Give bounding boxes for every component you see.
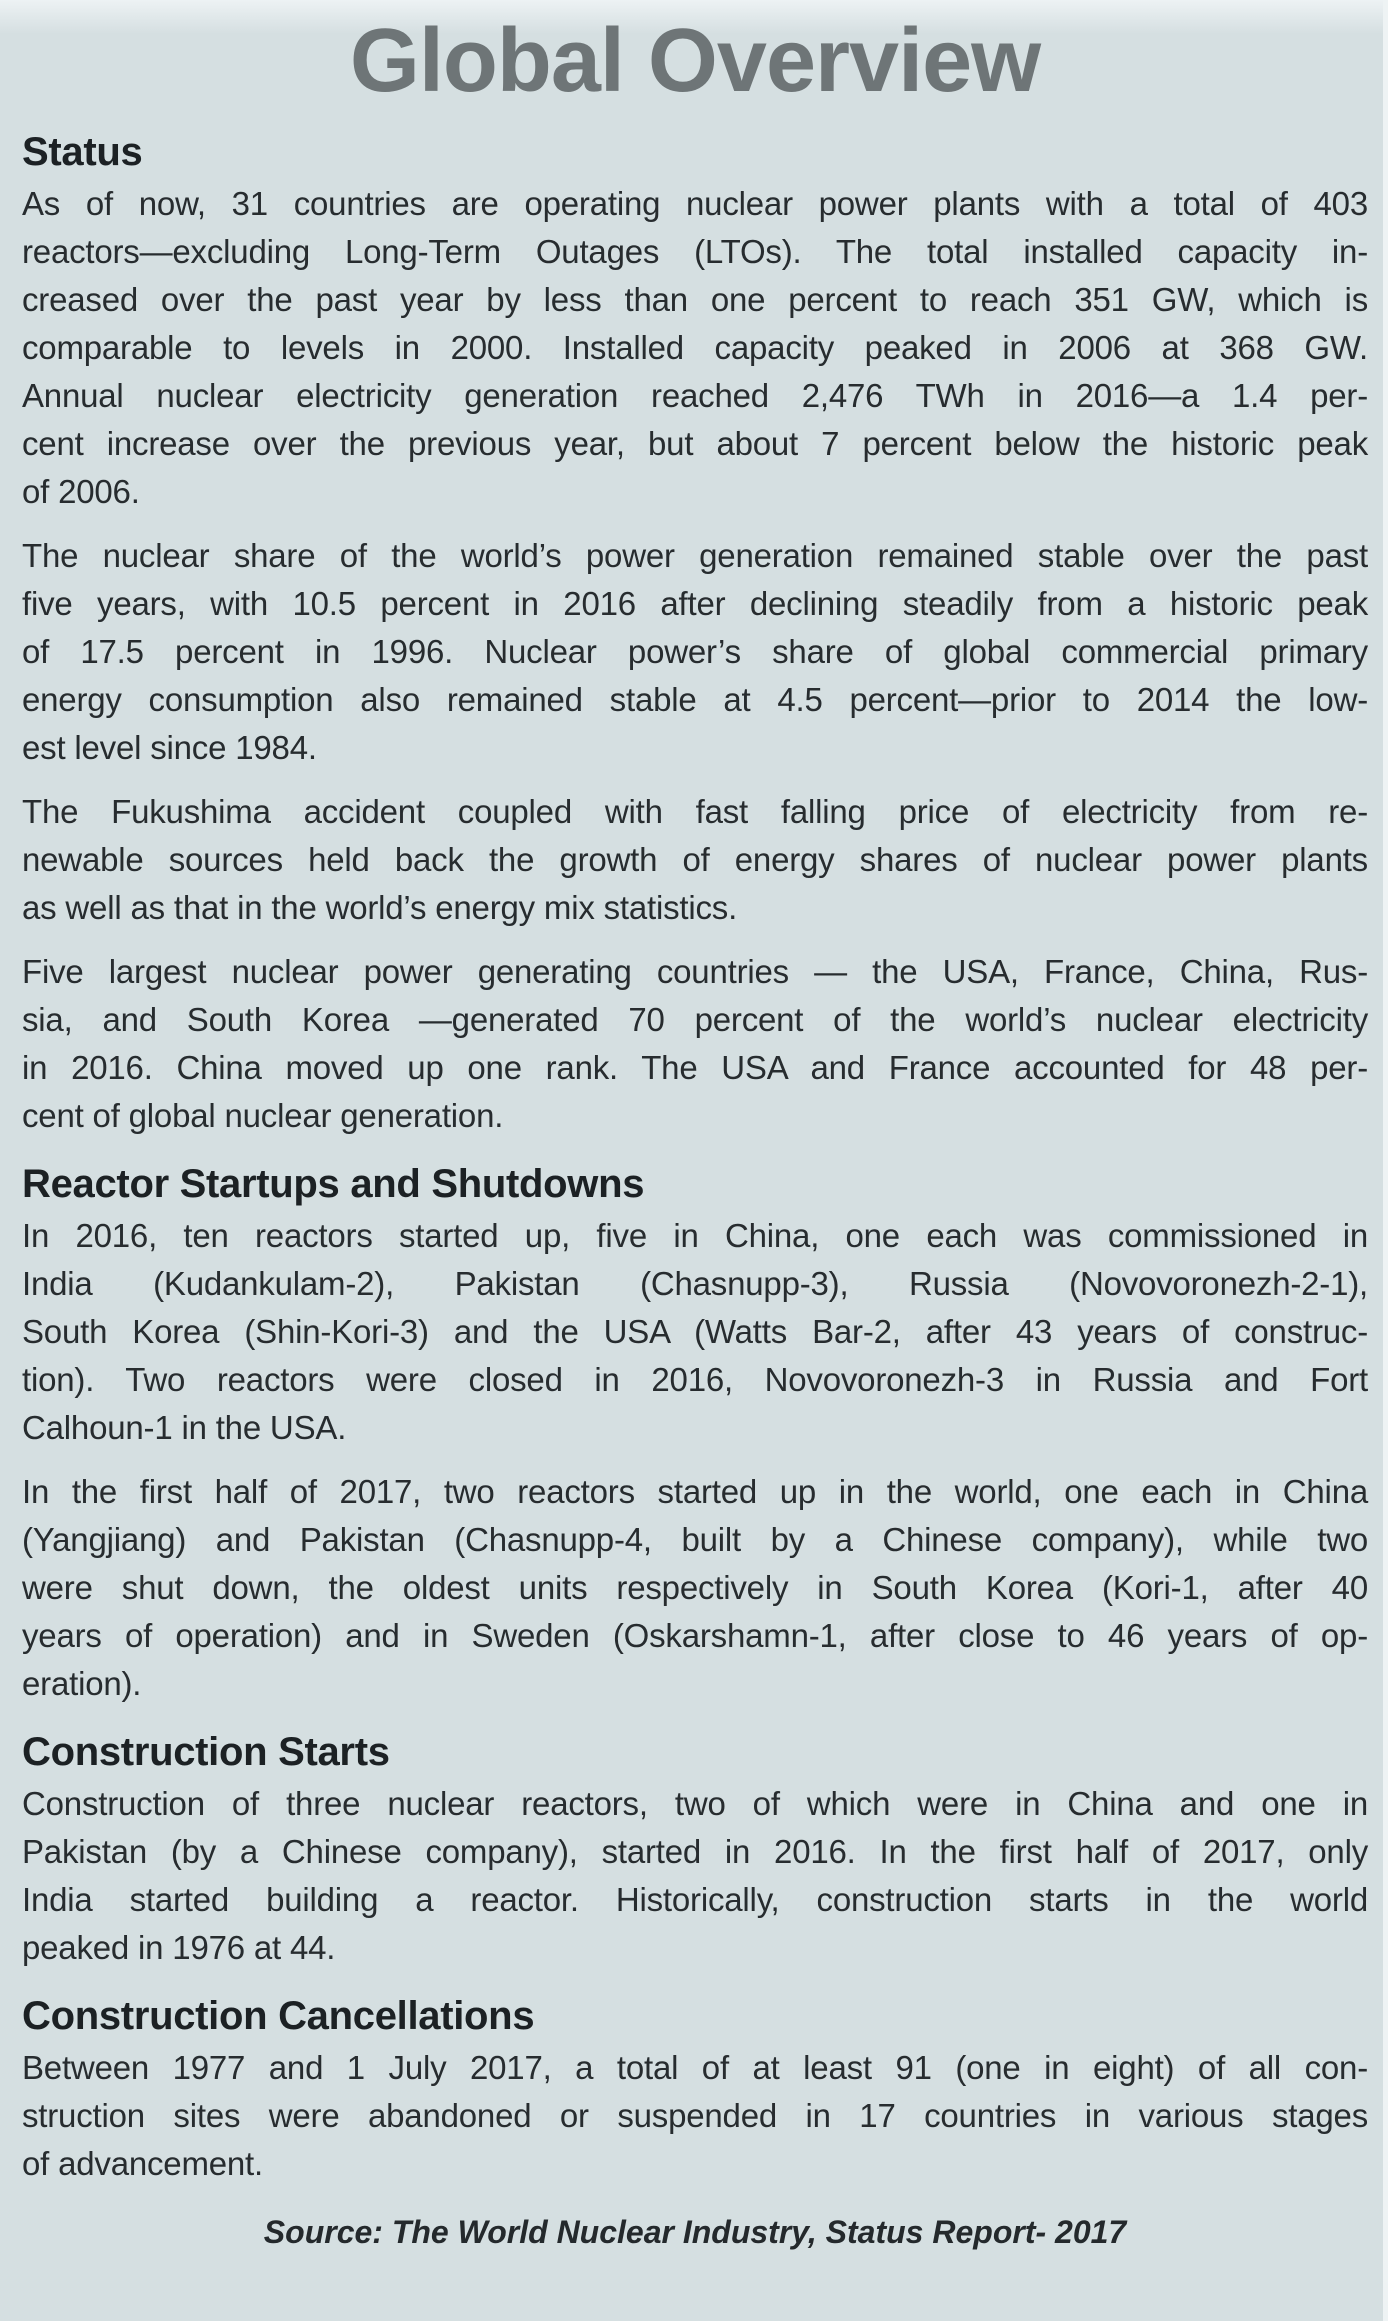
- text-line: energy consumption also remained stable at 4.5 percent—prior to 2014 the low-: [22, 681, 1368, 718]
- section-heading-construction-cancellations: Construction Cancellations: [22, 1994, 535, 2038]
- text-line: as well as that in the world’s energy mix statistics.: [22, 889, 738, 926]
- text-line: Between 1977 and 1 July 2017, a total of at least 91 (one in eight) of all con-: [22, 2049, 1368, 2086]
- text-line: peaked in 1976 at 44.: [22, 1929, 336, 1966]
- text-line: Construction of three nuclear reactors, two of which were in China and one in: [22, 1785, 1368, 1822]
- text-line: As of now, 31 countries are operating nuclear power plants with a total of 403: [22, 185, 1368, 222]
- section-construction-starts: [22, 1728, 1368, 1972]
- paragraph: [22, 788, 1368, 932]
- text-line: tion). Two reactors were closed in 2016, Novovoronezh-3 in Russia and Fort: [22, 1361, 1368, 1398]
- text-line: est level since 1984.: [22, 729, 317, 766]
- section-reactor-startups-shutdowns: [22, 1160, 1368, 1708]
- text-line: India (Kudankulam-2), Pakistan (Chasnupp-3), Russia (Novovoronezh-2-1),: [22, 1265, 1368, 1302]
- section-heading-reactor-startups-shutdowns: Reactor Startups and Shutdowns: [22, 1162, 645, 1206]
- text-line: sia, and South Korea —generated 70 percent of the world’s nuclear electricity: [22, 1001, 1368, 1038]
- text-line: of advancement.: [22, 2145, 263, 2182]
- text-line: eration).: [22, 1665, 142, 1702]
- paragraph: [22, 948, 1368, 1140]
- text-line: Calhoun-1 in the USA.: [22, 1409, 347, 1446]
- text-line: reactors—excluding Long-Term Outages (LTOs). The total installed capacity in-: [22, 233, 1368, 270]
- section-construction-cancellations: [22, 1992, 1368, 2188]
- paragraph: [22, 1468, 1368, 1708]
- text-line: newable sources held back the growth of energy shares of nuclear power plants: [22, 841, 1368, 878]
- text-line: In the first half of 2017, two reactors started up in the world, one each in China: [22, 1473, 1368, 1510]
- page-title: Global Overview: [349, 11, 1041, 111]
- text-line: were shut down, the oldest units respectively in South Korea (Kori-1, after 40: [22, 1569, 1368, 1606]
- text-line: India started building a reactor. Historically, construction starts in the world: [22, 1881, 1368, 1918]
- paragraph: [22, 532, 1368, 772]
- paragraph: [22, 180, 1368, 516]
- text-line: Annual nuclear electricity generation reached 2,476 TWh in 2016—a 1.4 per-: [22, 377, 1368, 414]
- text-line: South Korea (Shin-Kori-3) and the USA (Watts Bar-2, after 43 years of construc-: [22, 1313, 1368, 1350]
- text-line: Five largest nuclear power generating countries — the USA, France, China, Rus-: [22, 953, 1368, 990]
- section-status: [22, 128, 1368, 1140]
- text-line: The Fukushima accident coupled with fast falling price of electricity from re-: [22, 793, 1368, 830]
- text-line: In 2016, ten reactors started up, five in China, one each was commissioned in: [22, 1217, 1368, 1254]
- section-heading-status: Status: [22, 130, 143, 174]
- text-line: five years, with 10.5 percent in 2016 after declining steadily from a historic peak: [22, 585, 1368, 622]
- text-line: struction sites were abandoned or suspended in 17 countries in various stages: [22, 2097, 1368, 2134]
- text-line: creased over the past year by less than one percent to reach 351 GW, which is: [22, 281, 1368, 318]
- source-citation: Source: The World Nuclear Industry, Status Report- 2017: [263, 2214, 1127, 2250]
- section-heading-construction-starts: Construction Starts: [22, 1730, 390, 1774]
- text-line: of 2006.: [22, 473, 140, 510]
- paragraph: [22, 1780, 1368, 1972]
- paragraph: [22, 2044, 1368, 2188]
- text-line: The nuclear share of the world’s power generation remained stable over the past: [22, 537, 1368, 574]
- text-line: (Yangjiang) and Pakistan (Chasnupp-4, built by a Chinese company), while two: [22, 1521, 1368, 1558]
- text-line: cent increase over the previous year, but about 7 percent below the historic peak: [22, 425, 1368, 462]
- text-line: years of operation) and in Sweden (Oskarshamn-1, after close to 46 years of op-: [22, 1617, 1368, 1654]
- text-line: Pakistan (by a Chinese company), started in 2016. In the first half of 2017, only: [22, 1833, 1368, 1870]
- text-line: comparable to levels in 2000. Installed capacity peaked in 2006 at 368 GW.: [22, 329, 1368, 366]
- text-line: of 17.5 percent in 1996. Nuclear power’s share of global commercial primary: [22, 633, 1368, 670]
- text-line: cent of global nuclear generation.: [22, 1097, 504, 1134]
- text-line: in 2016. China moved up one rank. The USA and France accounted for 48 per-: [22, 1049, 1368, 1086]
- paragraph: [22, 1212, 1368, 1452]
